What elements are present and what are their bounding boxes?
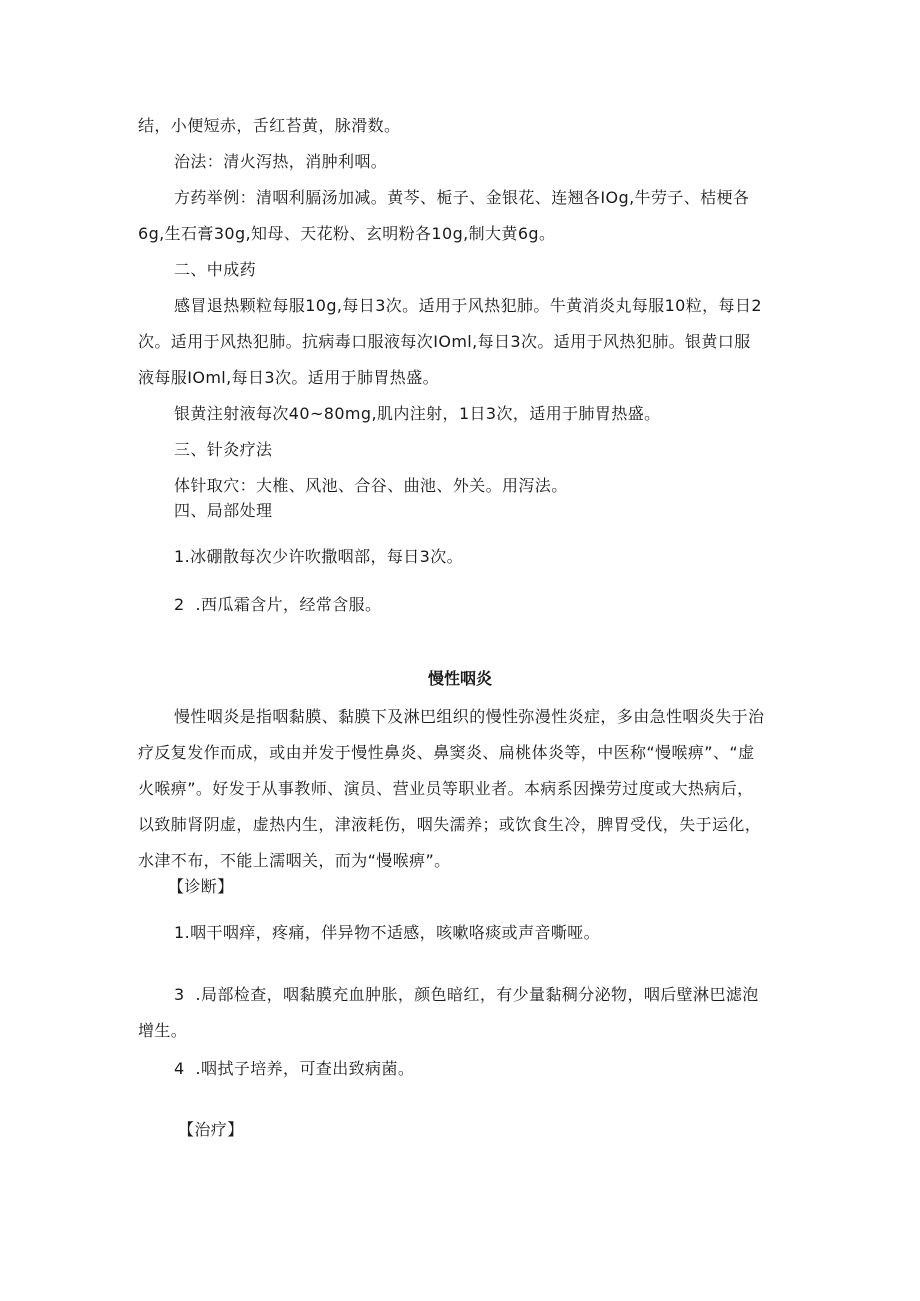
list-item: 3 .局部检查，咽黏膜充血肿胀，颜色暗红，有少量黏稠分泌物，咽后壁淋巴滤泡	[174, 985, 759, 1004]
list-item: 1.咽干咽痒，疼痛，伴异物不适感，咳嗽咯痰或声音嘶哑。	[174, 923, 601, 942]
text-line: 治法：清火泻热，消肿利咽。	[174, 152, 388, 171]
text-line: 液每服IOml,每日3次。适用于肺胃热盛。	[138, 368, 440, 387]
paragraph-line: 水津不布，不能上濡咽关，而为“慢喉痹”。	[138, 851, 451, 870]
text-line: 方药举例：清咽利膈汤加减。黄芩、栀子、金银花、连翘各IOg,牛劳子、桔梗各	[174, 188, 750, 207]
text-line: 次。适用于风热犯肺。抗病毒口服液每次IOml,每日3次。适用于风热犯肺。银黄口服	[138, 332, 751, 351]
text-line: 结，小便短赤，舌红苔黄，脉滑数。	[138, 116, 401, 135]
paragraph-line: 火喉痹”。好发于从事教师、演员、营业员等职业者。本病系因操劳过度或大热病后，	[138, 779, 754, 798]
text-line: 体针取穴：大椎、风池、合谷、曲池、外关。用泻法。	[174, 476, 568, 495]
list-item: 1.冰硼散每次少许吹撒咽部，每日3次。	[174, 547, 464, 566]
text-line: 感冒退热颗粒每服10g,每日3次。适用于风热犯肺。牛黄消炎丸每服10粒，每日2	[174, 296, 762, 315]
treatment-heading: 【治疗】	[178, 1120, 244, 1139]
list-item: 4 .咽拭子培养，可查出致病菌。	[174, 1059, 415, 1078]
paragraph-line: 疗反复发作而成，或由并发于慢性鼻炎、鼻窦炎、扁桃体炎等，中医称“慢喉痹”、“虚	[138, 743, 755, 762]
section-heading: 三、针灸疗法	[174, 440, 273, 459]
text-line: 银黄注射液每次40~80mg,肌内注射，1日3次，适用于肺胃热盛。	[174, 404, 661, 423]
list-item: 2 .西瓜霜含片，经常含服。	[174, 595, 382, 614]
text-line: 6g,生石膏30g,知母、天花粉、玄明粉各10g,制大黄6g。	[138, 224, 556, 243]
paragraph-line: 以致肺肾阴虚，虚热内生，津液耗伤，咽失濡养；或饮食生冷，脾胃受伐，失于运化，	[138, 815, 762, 834]
diagnosis-heading: 【诊断】	[168, 877, 234, 896]
section-title: 慢性咽炎	[427, 669, 492, 688]
list-item-continuation: 增生。	[138, 1021, 188, 1040]
paragraph-line: 慢性咽炎是指咽黏膜、黏膜下及淋巴组织的慢性弥漫性炎症，多由急性咽炎失于治	[174, 707, 765, 726]
section-heading: 二、中成药	[174, 260, 257, 279]
section-heading: 四、局部处理	[174, 501, 273, 520]
